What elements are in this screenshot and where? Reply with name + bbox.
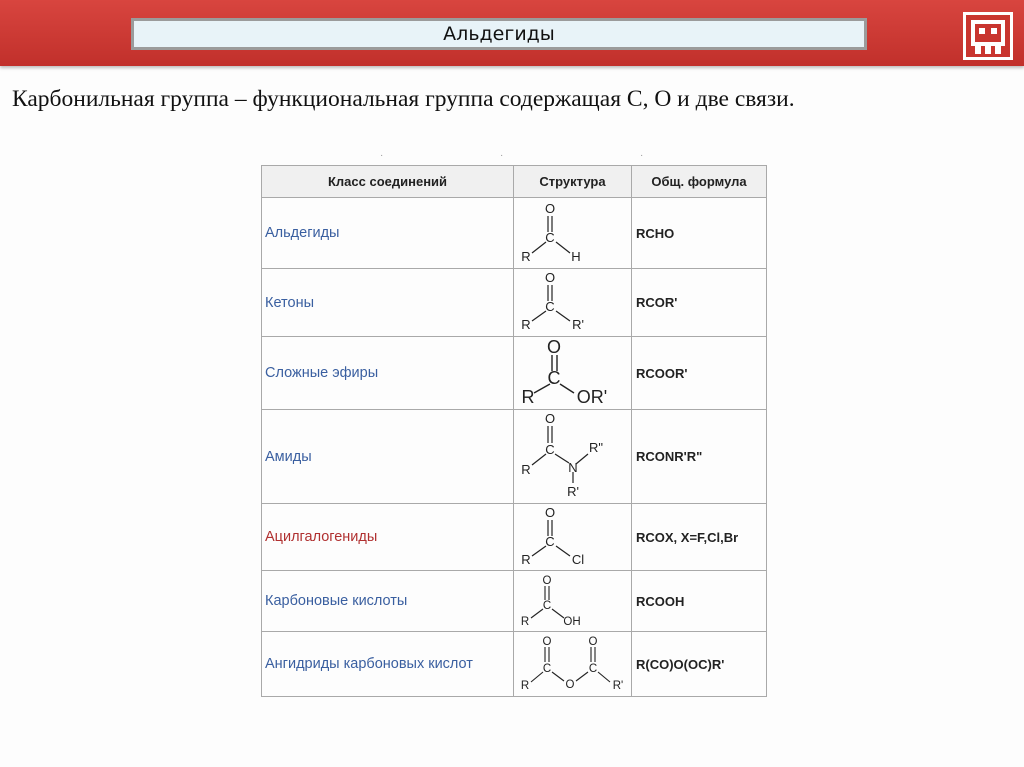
general-formula: RCOR': [632, 269, 767, 337]
anhydride-structure-icon: [514, 632, 631, 696]
svg-text:O: O: [544, 270, 556, 285]
structure-cell: [514, 504, 632, 571]
general-formula: RCONR'R": [632, 410, 767, 504]
svg-text:O: O: [544, 201, 556, 216]
svg-text:C: C: [545, 534, 555, 549]
svg-text:R': R': [572, 317, 584, 332]
aldehyde-structure-icon: [514, 198, 631, 268]
svg-text:R: R: [520, 680, 530, 692]
class-name: Альдегиды: [262, 198, 514, 269]
ester-structure-icon: [514, 337, 631, 409]
column-header-structure: Структура: [514, 166, 632, 198]
column-header-formula: Общ. формула: [632, 166, 767, 198]
svg-text:O: O: [544, 411, 556, 426]
intro-paragraph: Карбонильная группа – функциональная группа содержащая С, О и две связи.: [12, 86, 795, 112]
class-name: Амиды: [262, 410, 514, 504]
svg-text:O: O: [542, 575, 552, 587]
svg-text:O: O: [546, 337, 562, 357]
header-bar: [0, 0, 1024, 66]
table-header-row: [262, 166, 767, 198]
table-row: [262, 504, 767, 571]
structure-cell: [514, 337, 632, 410]
svg-text:C: C: [542, 663, 552, 675]
general-formula: RCOX, X=F,Cl,Br: [632, 504, 767, 571]
class-name: Сложные эфиры: [262, 337, 514, 410]
svg-text:C: C: [545, 230, 555, 245]
svg-text:N: N: [568, 460, 578, 475]
svg-text:O: O: [565, 679, 575, 691]
ketone-structure-icon: [514, 269, 631, 336]
structure-cell: [514, 632, 632, 697]
table-row: [262, 410, 767, 504]
table-row: [262, 337, 767, 410]
svg-text:R: R: [521, 249, 531, 264]
acyl-halide-structure-icon: [514, 504, 631, 570]
svg-text:C: C: [542, 600, 552, 612]
svg-text:R': R': [612, 680, 624, 692]
class-name: Кетоны: [262, 269, 514, 337]
structure-cell: [514, 410, 632, 504]
general-formula: RCHO: [632, 198, 767, 269]
svg-text:O: O: [588, 636, 598, 648]
decoration-dot: ·: [380, 150, 384, 161]
amide-structure-icon: [514, 410, 631, 503]
table-row: [262, 269, 767, 337]
carbonyl-classes-table: [261, 165, 767, 697]
svg-text:R: R: [521, 387, 535, 407]
column-header-class: Класс соединений: [262, 166, 514, 198]
svg-text:R': R': [567, 484, 579, 499]
svg-text:C: C: [588, 663, 598, 675]
svg-text:O: O: [542, 636, 552, 648]
slide-title: Альдегиды: [131, 18, 867, 50]
structure-cell: [514, 571, 632, 632]
general-formula: RCOOH: [632, 571, 767, 632]
structure-cell: [514, 269, 632, 337]
svg-text:C: C: [547, 368, 561, 388]
general-formula: R(CO)O(OC)R': [632, 632, 767, 697]
decoration-dot: ·: [500, 150, 504, 161]
logo-icon: [963, 12, 1013, 60]
general-formula: RCOOR': [632, 337, 767, 410]
table-row: [262, 632, 767, 697]
svg-text:R: R: [521, 317, 531, 332]
decoration-dot: ·: [640, 150, 644, 161]
carboxylic-acid-structure-icon: [514, 571, 631, 631]
svg-text:O: O: [544, 505, 556, 520]
svg-text:C: C: [545, 442, 555, 457]
svg-text:R: R: [521, 462, 531, 477]
structure-cell: [514, 198, 632, 269]
svg-text:Cl: Cl: [571, 552, 585, 567]
class-name: Ангидриды карбоновых кислот: [262, 632, 514, 697]
svg-text:OR': OR': [576, 387, 608, 407]
svg-text:C: C: [545, 299, 555, 314]
svg-text:R": R": [588, 440, 604, 455]
svg-text:R: R: [521, 552, 531, 567]
table-row: [262, 198, 767, 269]
svg-text:OH: OH: [563, 616, 581, 628]
svg-text:H: H: [571, 249, 581, 264]
class-name: Ацилгалогениды: [262, 504, 514, 571]
class-name: Карбоновые кислоты: [262, 571, 514, 632]
svg-text:R: R: [520, 616, 530, 628]
table-row: [262, 571, 767, 632]
